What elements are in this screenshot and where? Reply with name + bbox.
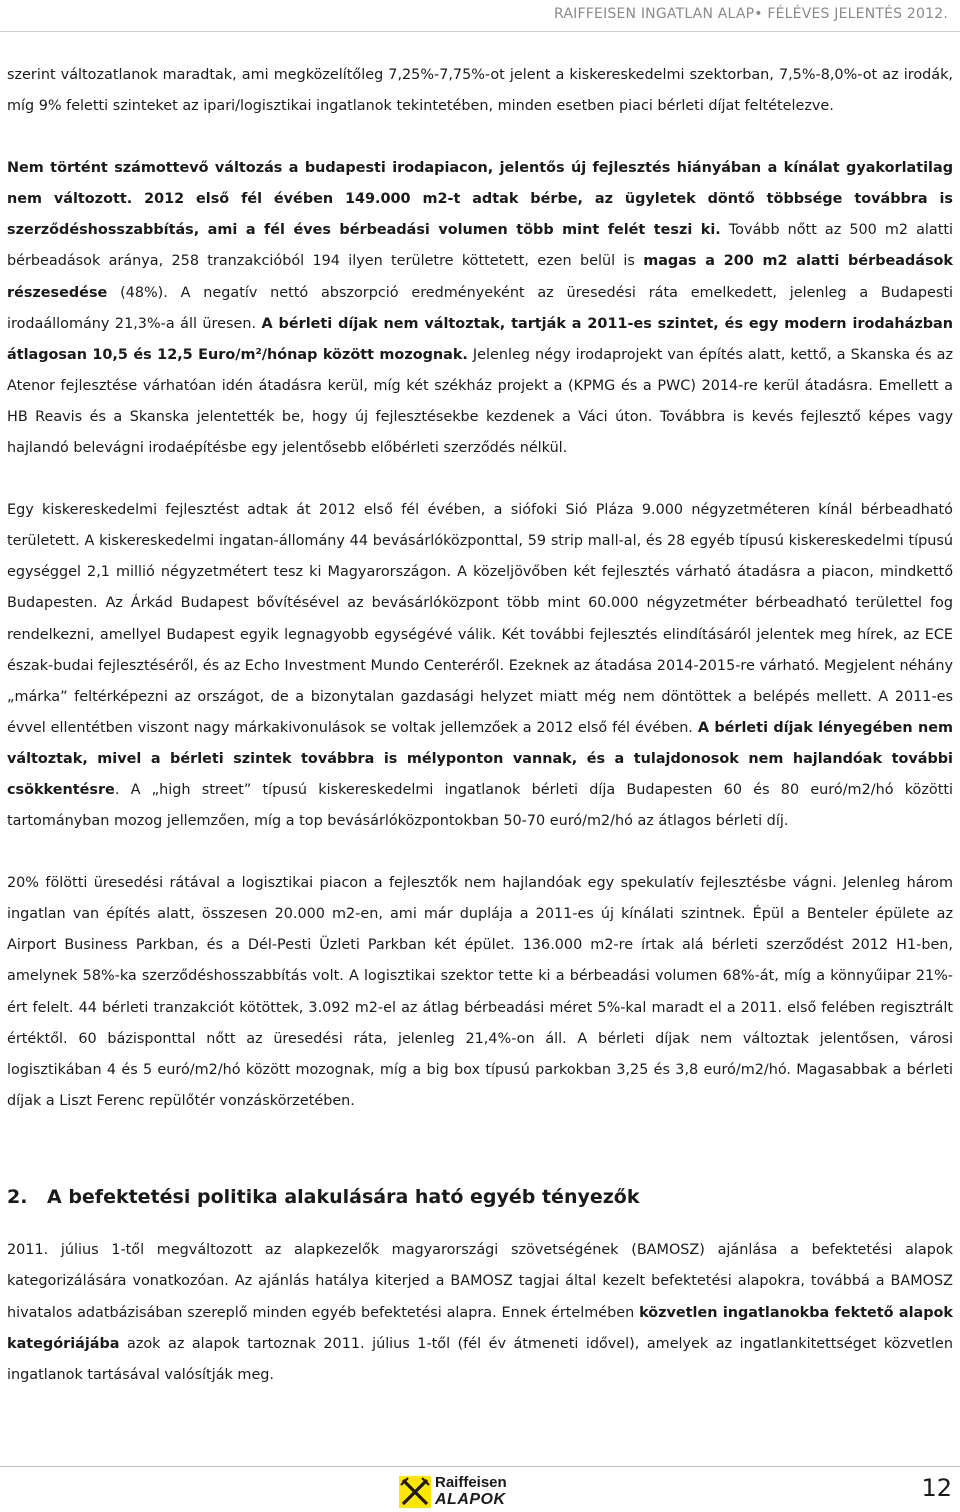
bold-text: A bérleti díjak nem változtak, tartják a 2011-es szintet, és egy modern irodaházban átlagosan 10,5 és 12,5 Euro/m²/hónap között mozognak. — [7, 315, 953, 363]
running-title: RAIFFEISEN INGATLAN ALAP• FÉLÉVES JELENTÉS 2012. — [554, 6, 948, 22]
paragraph-text: Jelenleg négy irodaprojekt van építés alatt, kettő, a Skanska és az Atenor fejlesztése várhatóan idén átadásra kerül, míg két székház projekt a (KPMG és a PWC) 2014-re kerül átadásra. Emellett a HB Reavis és a Skanska jelentették be, hogy új fejlesztésekbe kezdenek a Váci úton. Továbbra is kevés fejlesztő képes vagy hajlandó belevágni irodaépítésbe egy jelentősebb előbérleti szerződés nélkül. — [7, 346, 953, 457]
footer-divider — [0, 1466, 960, 1467]
section-heading — [7, 1186, 953, 1208]
section-body — [7, 1235, 953, 1391]
logo-wordmark: Raiffeisen — [435, 1474, 507, 1491]
paragraph-text: szerint változatlanok maradtak, ami megközelítőleg 7,25%-7,75%-ot jelent a kiskereskedelmi szektorban, 7,5%-8,0%-ot az irodák, míg 9% feletti szinteket az ipari/logisztikai ingatlanok tekintetében, minden esetben piaci bérleti díjat feltételezve. — [7, 67, 953, 115]
paragraph-retail-market — [7, 495, 953, 837]
paragraph-text: 2011. július 1-től megváltozott az alapkezelők magyarországi szövetségének (BAMOSZ) ajánlása a befektetési alapok kategorizálására vonatkozóan. Az ajánlás hatálya kiterjed a BAMOSZ tagjai által kezelt befektetési alapokra, továbbá a BAMOSZ hivatalos adatbázisában szereplő minden egyéb befektetési alapra. Ennek értelmében — [7, 1242, 953, 1321]
bold-text: Nem történt számottevő változás a budapesti irodapiacon, jelentős új fejlesztés hiányában a kínálat gyakorlatilag nem változott. 2012 első fél évében 149.000 m2-t adtak bérbe, az ügyletek döntő többsége továbbra is szerződéshosszabbítás, ami a fél éves bérbeadási volumen több mint felét teszi ki. — [7, 160, 953, 239]
paragraph-text: Tovább nőtt az 500 m2 alatti bérbeadások aránya, 258 tranzakcióból 194 ilyen területre köttetett, ezen belül is — [7, 222, 953, 270]
paragraph-bamosz — [7, 1235, 953, 1391]
paragraph-text: azok az alapok tartoznak 2011. július 1-től (fél év átmeneti idővel), amelyek az ingatlankitettséget közvetlen ingatlanok tartásával valósítják meg. — [7, 1335, 953, 1384]
body-text — [7, 60, 953, 1117]
bold-text: magas a 200 m2 alatti bérbeadások részesedése — [7, 253, 954, 301]
page-header — [0, 0, 960, 34]
header-divider — [0, 31, 960, 32]
logo-subtitle: ALAPOK — [435, 1491, 506, 1508]
raiffeisen-logo — [399, 1474, 529, 1510]
section-number: 2. — [7, 1186, 28, 1208]
bold-text: A bérleti díjak lényegében nem változtak, mivel a bérleti szintek továbbra is mélyponton vannak, és a tulajdonosok nem hajlandóak további csökkentésre — [7, 719, 953, 798]
paragraph-logistics-market — [7, 868, 953, 1117]
paragraph-text: . A „high street” típusú kiskereskedelmi ingatlanok bérleti díja Budapesten 60 és 80 euró/m2/hó közötti tartományban mozog jellemzően, míg a top bevásárlóközpontokban 50-70 euró/m2/hó az átlagos bérleti díj. — [7, 781, 953, 830]
paragraph-office-market — [7, 153, 953, 464]
section-title: A befektetési politika alakulására ható egyéb tényezők — [47, 1186, 640, 1208]
paragraph-yields — [7, 60, 953, 122]
paragraph-text: Egy kiskereskedelmi fejlesztést adtak át 2012 első fél évében, a siófoki Sió Pláza 9.000 négyzetméteren kínál bérbeadható területett. A kiskereskedelmi ingatan-állomány 44 bevásárlóközponttal, 59 strip mall-al, és 28 egyéb típusú kiskereskedelmi típusú egységgel 2,1 millió négyzetmétert tesz ki Magyarországon. A közeljövőben két fejlesztés várható átadásra a piacon, mindkettő Budapesten. Az Árkád Budapest bővítésével az bevásárlóközpont több mint 60.000 négyzetméter bérbeadható területtel fog rendelkezni, amellyel Budapest egyik legnagyobb egységévé válik. Két további fejlesztés elindításáról jelentek meg hírek, az ECE észak-budai fejlesztéséről, és az Echo Investment Mundo Centeréről. Ezeknek az átadása 2014-2015-re várható. Megjelent néhány „márka” feltérképezni az országot, de a bizonytalan gazdasági helyzet miatt még nem döntöttek a belépés mellett. A 2011-es évvel ellentétben viszont nagy márkakivonulások se voltak jellemzőek a 2012 első fél évében. — [7, 502, 953, 736]
raiffeisen-gable-cross-icon — [399, 1476, 431, 1508]
bold-text: közvetlen ingatlanokba fektető alapok kategóriájába — [7, 1304, 953, 1352]
paragraph-text: (48%). A negatív nettó abszorpció eredményeként az üresedési ráta emelkedett, jelenleg a Budapesti irodaállomány 21,3%-a áll üresen. — [7, 284, 953, 332]
paragraph-text: 20% fölötti üresedési rátával a logisztikai piacon a fejlesztők nem hajlandóak egy spekulatív fejlesztésbe vágni. Jelenleg három ingatlan van építés alatt, összesen 20.000 m2-en, ami már duplája a 2011-es új kínálati szintnek. Épül a Benteler épülete az Airport Business Parkban, és a Dél-Pesti Üzleti Parkban két épület. 136.000 m2-re írtak alá bérleti szerződést 2012 H1-ben, amelynek 58%-ka szerződéshosszabbítás volt. A logisztikai szektor tette ki a bérbeadási volumen 68%-át, míg a könnyűipar 21%-ért felelt. 44 bérleti tranzakciót kötöttek, 3.092 m2-el az átlag bérbeadási méret 5%-kal maradt el a 2011. első felében regisztrált értéktől. 60 bázisponttal nőtt az üresedési ráta, jelenleg 21,4%-on áll. A bérleti díjak nem változtak jelentősen, városi logisztikában 4 és 5 euró/m2/hó között mozognak, míg a big box típusú parkokban 3,25 és 3,8 euró/m2/hó. Magasabbak a bérleti díjak a Liszt Ferenc repülőtér vonzáskörzetében. — [7, 875, 953, 1109]
page-number: 12 — [921, 1474, 952, 1502]
